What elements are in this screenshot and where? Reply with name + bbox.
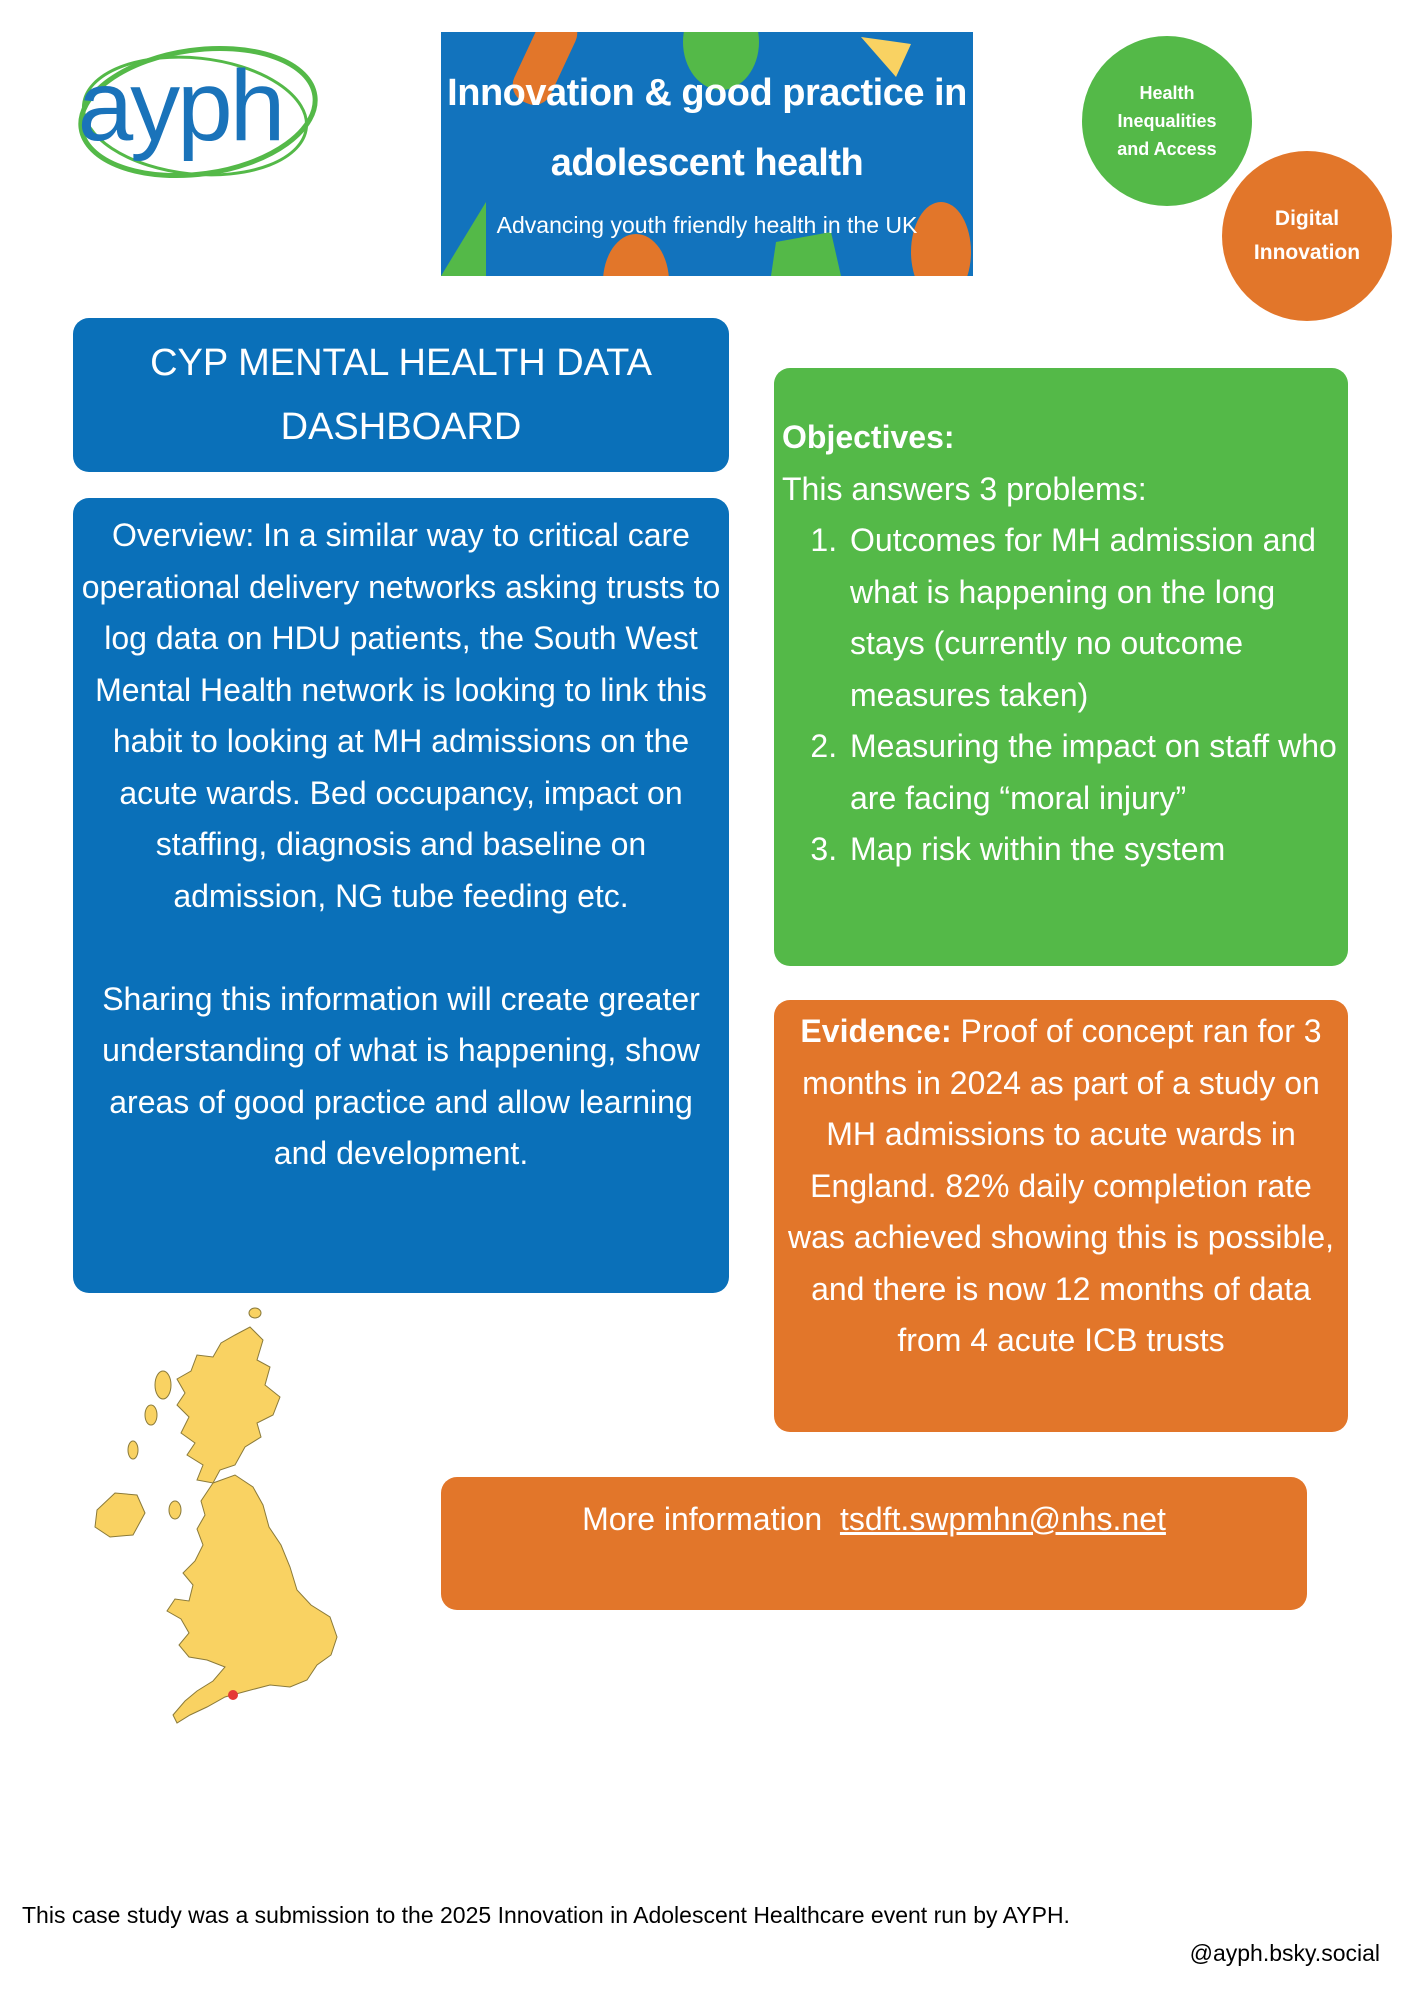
objective-item: 3. Map risk within the system: [846, 824, 1340, 876]
title-panel: [73, 318, 729, 472]
banner-title-line-2: adolescent health: [550, 142, 864, 184]
tag-digital-innovation: [1222, 151, 1392, 321]
more-info-label: More information: [582, 1501, 840, 1537]
evidence-panel: [774, 1000, 1348, 1432]
contact-email-link[interactable]: tsdft.swpmhn@nhs.net: [839, 1501, 1166, 1537]
event-banner: [441, 32, 973, 276]
objectives-panel: [774, 368, 1348, 966]
objectives-list: [782, 515, 1340, 876]
ayph-logo: [30, 30, 330, 200]
banner-title-line-1: Innovation & good practice in: [447, 72, 967, 114]
objective-item: 2. Measuring the impact on staff who are facing “moral injury”: [846, 721, 1340, 824]
uk-map-icon: [85, 1305, 415, 1805]
objective-item: 1. Outcomes for MH admission and what is happening on the long stays (currently no outcome measures taken): [846, 515, 1340, 721]
more-info-panel: [441, 1477, 1307, 1610]
tag-health-inequalities: [1082, 36, 1252, 206]
logo-text: ayph: [77, 50, 283, 162]
evidence-text: Proof of concept ran for 3 months in 2024 as part of a study on MH admissions to acute wards in England. 82% daily completion rate was achieved showing this is possible, and there is now 12 months of data from 4 acute ICB trusts: [787, 1013, 1335, 1358]
social-handle: @ayph.bsky.social: [1189, 1940, 1380, 1966]
tag-health-inequalities-label: Health Inequalities and Access: [1117, 83, 1217, 159]
overview-panel: [73, 498, 729, 1293]
page-title: CYP MENTAL HEALTH DATA DASHBOARD: [150, 342, 652, 448]
footer-note: This case study was a submission to the 2025 Innovation in Adolescent Healthcare event run by AYPH.: [22, 1902, 1070, 1928]
south-west-marker: [228, 1690, 238, 1700]
overview-paragraph-1: Overview: In a similar way to critical care operational delivery networks asking trusts to log data on HDU patients, the South West Mental Health network is looking to link this habit to looking at MH admissions on the acute wards. Bed occupancy, impact on staffing, diagnosis and baseline on admission, NG tube feeding etc.: [81, 517, 721, 914]
banner-subtitle: Advancing youth friendly health in the UK: [496, 212, 918, 238]
tag-digital-innovation-label: Digital Innovation: [1253, 207, 1361, 264]
objectives-intro: This answers 3 problems:: [782, 470, 1147, 507]
evidence-label: Evidence:: [800, 1013, 952, 1049]
overview-paragraph-2: Sharing this information will create greater understanding of what is happening, show areas of good practice and allow learning and development.: [102, 980, 700, 1171]
objectives-heading: Objectives:: [782, 419, 955, 455]
